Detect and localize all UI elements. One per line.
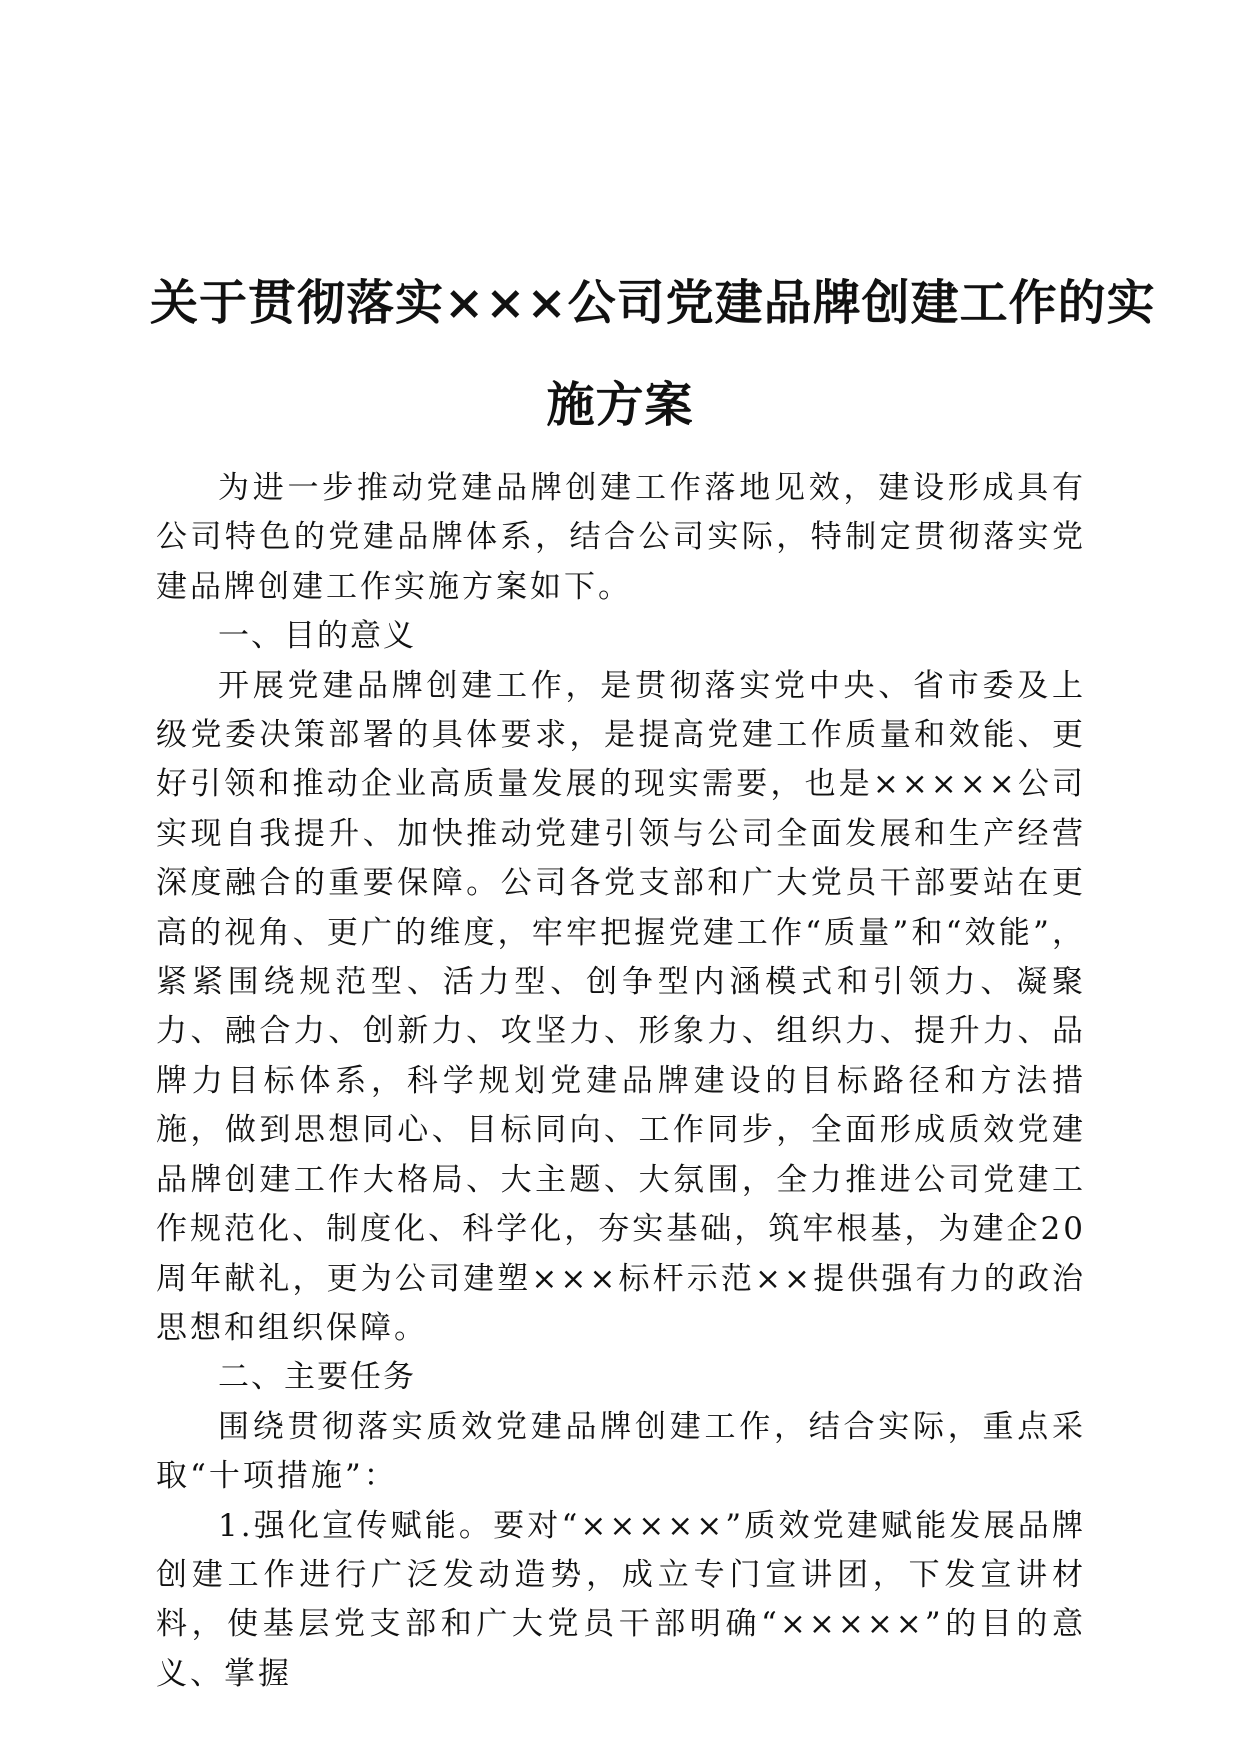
document-title [150,252,1156,456]
section-2-paragraph: 围绕贯彻落实质效党建品牌创建工作，结合实际，重点采取“十项措施”： [156,1408,1086,1495]
section-1-paragraph: 开展党建品牌创建工作，是贯彻落实党中央、省市委及上级党委决策部署的具体要求，是提高党建工作质量和效能、更好引领和推动企业高质量发展的现实需要，也是×××××公司实现自我提升、加快推动党建引领与公司全面发展和生产经营深度融合的重要保障。公司各党支部和广大党员干部要站在更高的视角、更广的维度，牢牢把握党建工作“质量”和“效能”，紧紧围绕规范型、活力型、创争型内涵模式和引领力、凝聚力、融合力、创新力、攻坚力、形象力、组织力、提升力、品牌力目标体系，科学规划党建品牌建设的目标路径和方法措施，做到思想同心、目标同向、工作同步，全面形成质效党建品牌创建工作大格局、大主题、大氛围，全力推进公司党建工作规范化、制度化、科学化，夯实基础，筑牢根基，为建企20周年献礼，更为公司建塑×××标杆示范××提供强有力的政治思想和组织保障。 [156,667,1086,1346]
document-title-line-1: 关于贯彻落实×××公司党建品牌创建工作的实 [150,275,1156,332]
section-1-heading: 一、目的意义 [218,618,416,655]
document-body [156,464,1086,1699]
section-2-item-1: 1.强化宣传赋能。要对“×××××”质效党建赋能发展品牌创建工作进行广泛发动造势，成立专门宣讲团，下发宣讲材料，使基层党支部和广大党员干部明确“×××××”的目的意义、掌握 [156,1507,1086,1692]
document-title-line-2: 施方案 [546,377,694,434]
intro-paragraph: 为进一步推动党建品牌创建工作落地见效，建设形成具有公司特色的党建品牌体系，结合公司实际，特制定贯彻落实党建品牌创建工作实施方案如下。 [156,470,1086,605]
section-2-heading: 二、主要任务 [218,1359,416,1396]
